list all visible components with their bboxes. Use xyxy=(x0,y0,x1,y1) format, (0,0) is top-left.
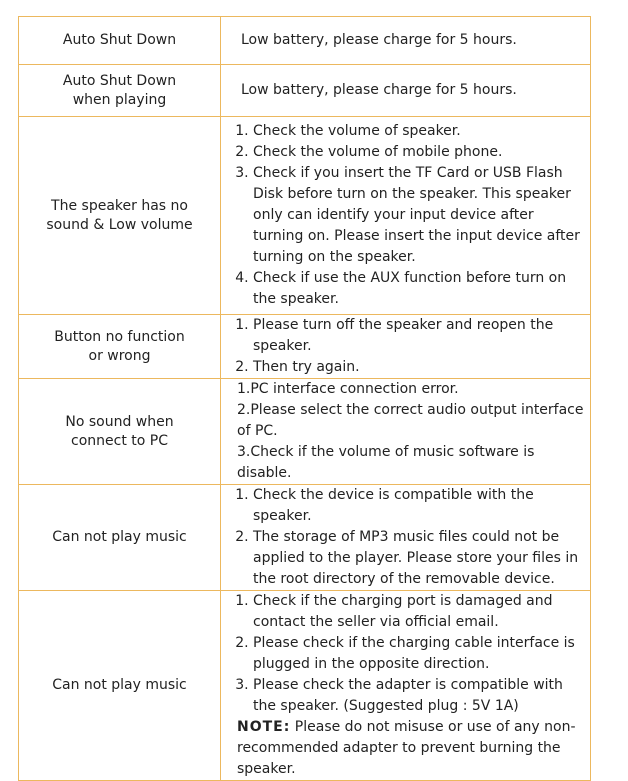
note-paragraph xyxy=(237,717,586,780)
list-item: 3. Check if you insert the TF Card or USB Flash Disk before turn on the speaker. This speaker only can identify your input device after turning on. Please insert the input device after turning on the speaker. xyxy=(253,163,586,268)
solution-line: 2.Please select the correct audio output interface of PC. xyxy=(237,402,584,439)
list-item: 1. Check the volume of speaker. xyxy=(253,121,586,142)
note-label: NOTE: xyxy=(237,719,291,735)
note-text: Please do not misuse or use of any non-recommended adapter to prevent burning the speaker. xyxy=(237,719,576,777)
list-item: 2. Check the volume of mobile phone. xyxy=(253,142,586,163)
problem-cell xyxy=(19,379,221,485)
problem-cell xyxy=(19,485,221,591)
solution-cell xyxy=(221,315,591,379)
solution-cell xyxy=(221,485,591,591)
table-row xyxy=(19,485,591,591)
solution-steps xyxy=(237,121,586,310)
problem-text: connect to PC xyxy=(71,432,168,449)
problem-cell xyxy=(19,117,221,315)
solution-steps xyxy=(237,485,586,590)
list-item: 1. Check if the charging port is damaged and contact the seller via official email. xyxy=(253,591,586,633)
problem-cell xyxy=(19,591,221,781)
list-item: 1. Check the device is compatible with the speaker. xyxy=(253,485,586,527)
solution-cell xyxy=(221,591,591,781)
list-item: 2. Then try again. xyxy=(253,357,586,378)
solution-cell xyxy=(221,117,591,315)
problem-text: or wrong xyxy=(88,347,151,364)
table-row xyxy=(19,591,591,781)
solution-line: 1.PC interface connection error. xyxy=(237,381,459,397)
troubleshooting-table xyxy=(18,16,591,781)
solution-cell xyxy=(221,17,591,65)
problem-text: No sound when xyxy=(65,413,174,430)
problem-text: when playing xyxy=(72,91,167,108)
solution-cell xyxy=(221,65,591,117)
problem-cell xyxy=(19,315,221,379)
table-row xyxy=(19,17,591,65)
table-row xyxy=(19,315,591,379)
solution-steps xyxy=(237,591,586,717)
solution-steps xyxy=(237,315,586,378)
table-row xyxy=(19,379,591,485)
list-item: 3. Please check the adapter is compatible with the speaker. (Suggested plug : 5V 1A) xyxy=(253,675,586,717)
problem-text: sound & Low volume xyxy=(46,216,193,233)
table-row xyxy=(19,117,591,315)
list-item: 2. The storage of MP3 music files could not be applied to the player. Please store your files in the root directory of the removable device. xyxy=(253,527,586,590)
list-item: 4. Check if use the AUX function before turn on the speaker. xyxy=(253,268,586,310)
table-row xyxy=(19,65,591,117)
list-item: 2. Please check if the charging cable interface is plugged in the opposite direction. xyxy=(253,633,586,675)
problem-text: Can not play music xyxy=(52,529,187,545)
problem-text: Button no function xyxy=(54,328,185,345)
list-item: 1. Please turn off the speaker and reopen the speaker. xyxy=(253,315,586,357)
solution-text: Low battery, please charge for 5 hours. xyxy=(241,82,517,98)
problem-text: Can not play music xyxy=(52,677,187,693)
solution-line: 3.Check if the volume of music software is disable. xyxy=(237,444,535,481)
problem-text: The speaker has no xyxy=(51,197,188,214)
problem-cell xyxy=(19,65,221,117)
solution-cell xyxy=(221,379,591,485)
problem-cell xyxy=(19,17,221,65)
problem-text: Auto Shut Down xyxy=(62,72,177,89)
solution-text: Low battery, please charge for 5 hours. xyxy=(241,32,517,48)
problem-text: Auto Shut Down xyxy=(62,32,177,48)
